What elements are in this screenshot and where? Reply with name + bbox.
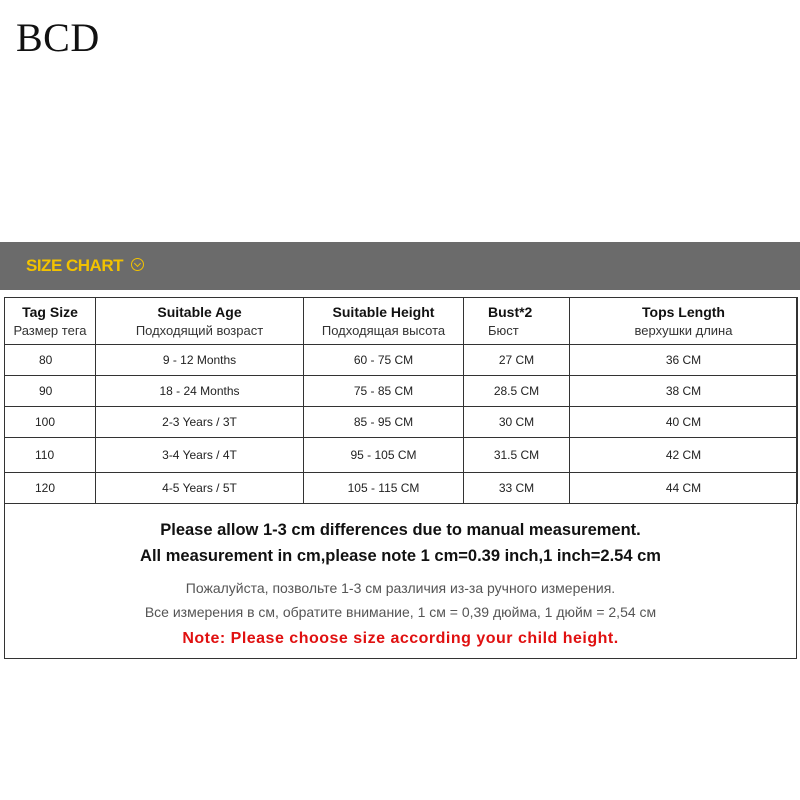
cell-age: 2-3 Years / 3T (96, 407, 304, 438)
header-suitable-age (96, 298, 304, 345)
cell-tops-length: 42 CM (570, 438, 798, 473)
header-en: Tag Size (22, 304, 78, 320)
cell-tops-length: 44 CM (570, 473, 798, 504)
cell-height: 60 - 75 CM (304, 345, 464, 376)
cell-bust: 30 CM (464, 407, 570, 438)
table-row (5, 376, 798, 407)
cell-height: 75 - 85 CM (304, 376, 464, 407)
cell-age: 18 - 24 Months (96, 376, 304, 407)
cell-tag-size: 90 (5, 376, 96, 407)
cell-tops-length: 38 CM (570, 376, 798, 407)
header-tag-size (5, 298, 96, 345)
cell-bust: 28.5 CM (464, 376, 570, 407)
measurement-notes (4, 500, 797, 659)
header-en: Tops Length (642, 304, 725, 320)
header-tops-length (570, 298, 798, 345)
chevron-down-circle-icon (131, 258, 144, 271)
header-suitable-height (304, 298, 464, 345)
table-row (5, 473, 798, 504)
table-row (5, 438, 798, 473)
cell-tag-size: 110 (5, 438, 96, 473)
header-bust (464, 298, 570, 345)
header-en: Bust*2 (488, 304, 533, 320)
note-line-3: Пожалуйста, позвольте 1-3 см различия из-за ручного измерения. (185, 580, 616, 596)
note-line-4: Все измерения в см, обратите внимание, 1 см = 0,39 дюйма, 1 дюйм = 2,54 см (144, 604, 657, 620)
cell-height: 95 - 105 CM (304, 438, 464, 473)
table-row (5, 407, 798, 438)
table-row (5, 345, 798, 376)
header-ru: Размер тега (13, 323, 87, 338)
size-table (4, 297, 798, 504)
cell-bust: 33 CM (464, 473, 570, 504)
cell-tag-size: 120 (5, 473, 96, 504)
cell-height: 85 - 95 CM (304, 407, 464, 438)
cell-tag-size: 100 (5, 407, 96, 438)
header-ru: Подходящая высота (321, 323, 446, 338)
cell-bust: 31.5 CM (464, 438, 570, 473)
cell-age: 4-5 Years / 5T (96, 473, 304, 504)
header-en: Suitable Height (332, 304, 435, 320)
table-header-row (5, 298, 798, 345)
note-line-2: All measurement in cm,please note 1 cm=0.39 inch,1 inch=2.54 cm (140, 547, 661, 565)
size-chart-banner (0, 242, 800, 290)
header-ru: Бюст (488, 323, 519, 338)
cell-height: 105 - 115 CM (304, 473, 464, 504)
cell-tops-length: 40 CM (570, 407, 798, 438)
brand-logo: BCD (16, 15, 100, 60)
banner-title: SIZE CHART (26, 256, 123, 275)
header-en: Suitable Age (157, 304, 242, 320)
header-ru: Подходящий возраст (135, 323, 264, 338)
note-line-1: Please allow 1-3 cm differences due to manual measurement. (160, 521, 641, 539)
cell-age: 9 - 12 Months (96, 345, 304, 376)
cell-tops-length: 36 CM (570, 345, 798, 376)
cell-age: 3-4 Years / 4T (96, 438, 304, 473)
header-ru: верхушки длина (634, 323, 733, 338)
cell-tag-size: 80 (5, 345, 96, 376)
cell-bust: 27 CM (464, 345, 570, 376)
size-warning-note: Note: Please choose size according your child height. (182, 630, 619, 647)
